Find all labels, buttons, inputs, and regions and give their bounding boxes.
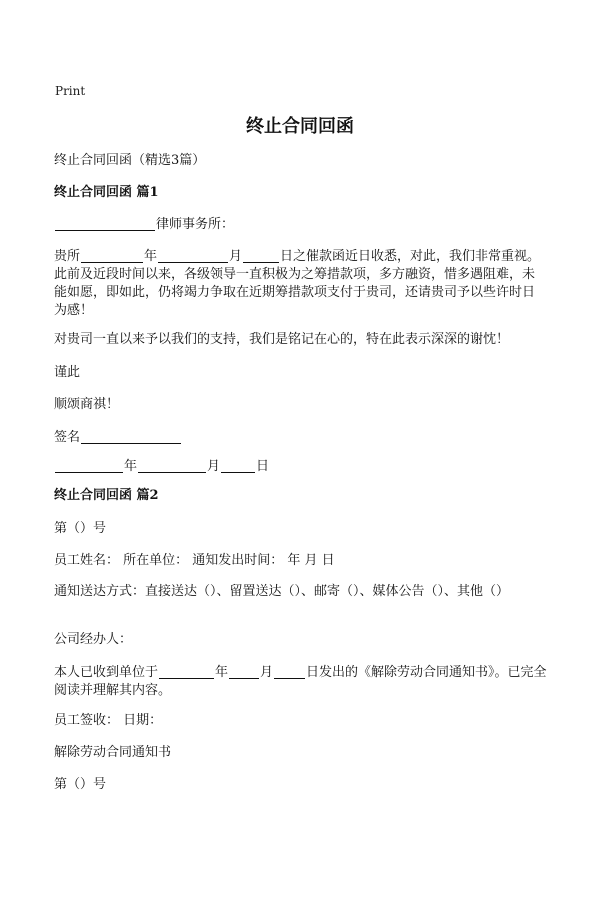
paragraph-1-year: 年 bbox=[144, 249, 158, 264]
delivery-method-line: 通知送达方式：直接送达（）、留置送达（）、邮寄（）、媒体公告（）、其他（） bbox=[54, 584, 510, 599]
salutation-line bbox=[54, 216, 547, 234]
employee-info-line: 员工姓名： 所在单位： 通知发出时间： 年 月 日 bbox=[54, 553, 335, 568]
date-year-label: 年 bbox=[124, 459, 138, 474]
receipt-day-blank bbox=[274, 664, 305, 679]
company-handler-line: 公司经办人： bbox=[54, 632, 133, 647]
number-line: 第（）号 bbox=[54, 521, 107, 536]
print-link[interactable]: Print bbox=[55, 84, 86, 98]
receipt-suffix: 日发出的《解除劳动合同通知书》。已完全阅读并理解其内容。 bbox=[54, 665, 547, 698]
receipt-year-blank bbox=[159, 664, 214, 679]
paragraph-1-prefix: 贵所 bbox=[54, 249, 81, 264]
receipt-statement bbox=[54, 664, 547, 700]
notice-title-line: 解除劳动合同通知书 bbox=[54, 745, 172, 760]
receipt-year-label: 年 bbox=[215, 665, 229, 680]
month-blank bbox=[158, 248, 228, 263]
paragraph-1-month: 月 bbox=[229, 249, 243, 264]
document-subtitle: 终止合同回函（精选3篇） bbox=[54, 153, 206, 168]
signature-line bbox=[54, 429, 547, 447]
date-day-blank bbox=[221, 458, 255, 473]
section-1-paragraph-2: 对贵司一直以来予以我们的支持，我们是铭记在心的，特在此表示深深的谢忱！ bbox=[54, 332, 510, 347]
year-blank bbox=[81, 248, 143, 263]
employee-sign-line: 员工签收： 日期： bbox=[54, 713, 163, 728]
date-day-label: 日 bbox=[256, 459, 270, 474]
date-month-label: 月 bbox=[207, 459, 221, 474]
date-year-blank bbox=[55, 458, 123, 473]
signature-blank bbox=[81, 429, 181, 444]
salutation-text: 律师事务所： bbox=[156, 217, 235, 232]
receipt-prefix: 本人已收到单位于 bbox=[54, 665, 159, 680]
day-blank bbox=[243, 248, 279, 263]
receipt-month-label: 月 bbox=[260, 665, 274, 680]
date-line bbox=[54, 458, 547, 476]
signature-label: 签名 bbox=[54, 430, 81, 445]
law-firm-name-blank bbox=[55, 216, 155, 231]
closing-line-1: 谨此 bbox=[54, 365, 81, 380]
closing-line-2: 顺颂商祺！ bbox=[54, 397, 120, 412]
date-month-blank bbox=[138, 458, 206, 473]
section-1-heading: 终止合同回函 篇1 bbox=[54, 185, 159, 200]
section-1-paragraph-1 bbox=[54, 248, 547, 320]
receipt-month-blank bbox=[229, 664, 259, 679]
paragraph-1-body: 日之催款函近日收悉，对此，我们非常重视。此前及近段时间以来，各级领导一直积极为之筹措款项，多方融资，惜多遇阻难，未能如愿，即如此，仍将竭力争取在近期筹措款项支付于贵司，还请贵司予以些许时日为感！ bbox=[54, 249, 541, 318]
section-2-heading: 终止合同回函 篇2 bbox=[54, 488, 159, 503]
page-title: 终止合同回函 bbox=[246, 116, 354, 137]
number-line-2: 第（）号 bbox=[54, 777, 107, 792]
